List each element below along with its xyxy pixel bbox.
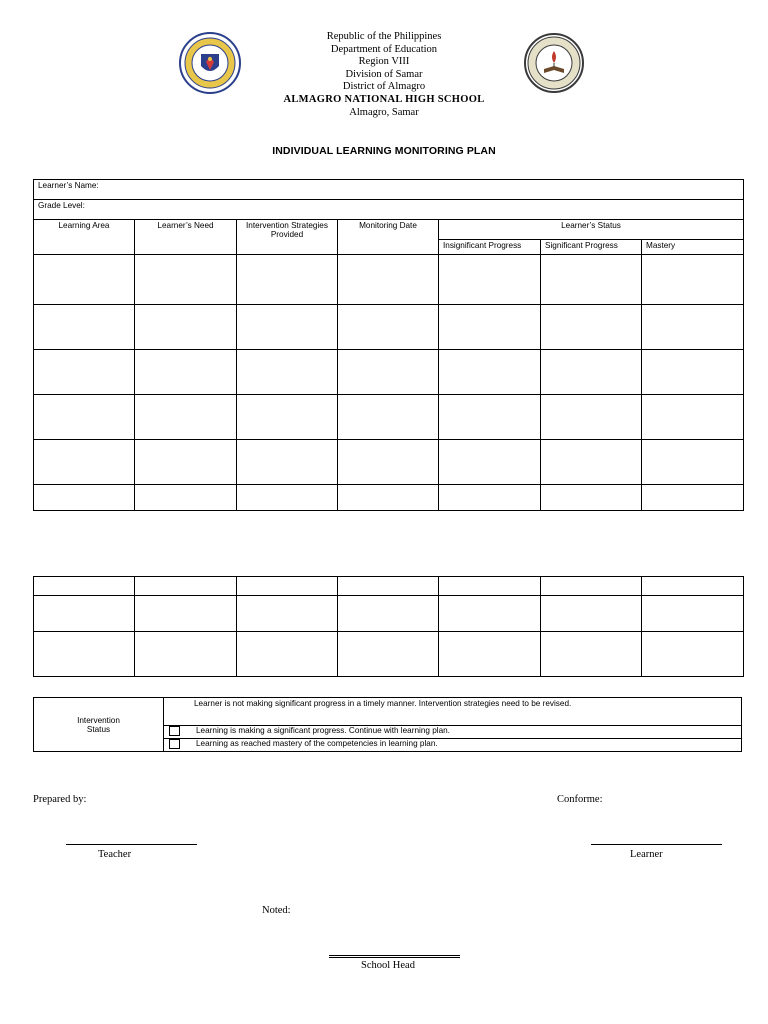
table-row xyxy=(34,255,744,305)
intervention-status-table xyxy=(33,697,742,752)
prepared-by-label: Prepared by: xyxy=(33,794,87,805)
table-row xyxy=(34,350,744,395)
table-cell[interactable] xyxy=(642,255,744,305)
table-cell[interactable] xyxy=(439,395,541,440)
col-header-mastery: Mastery xyxy=(642,240,744,255)
learner-name-label: Learner’s Name: xyxy=(38,181,99,190)
learner-label: Learner xyxy=(630,849,663,860)
table-cell[interactable] xyxy=(237,485,338,511)
conforme-label: Conforme: xyxy=(557,794,603,805)
monitoring-table xyxy=(33,179,744,511)
teacher-signature-line[interactable] xyxy=(66,844,197,845)
table-cell[interactable] xyxy=(34,485,135,511)
school-head-label: School Head xyxy=(361,960,415,971)
continuation-table xyxy=(33,576,744,677)
page-title: INDIVIDUAL LEARNING MONITORING PLAN xyxy=(272,145,496,157)
table-cell[interactable] xyxy=(439,596,541,632)
intervention-status-text: Intervention Status xyxy=(77,715,120,734)
col-header-intervention: Intervention Strategies Provided xyxy=(237,220,338,255)
col-header-significant: Significant Progress xyxy=(541,240,642,255)
table-row xyxy=(34,395,744,440)
table-cell[interactable] xyxy=(135,632,237,677)
table-row xyxy=(34,577,744,596)
table-cell[interactable] xyxy=(34,577,135,596)
table-cell[interactable] xyxy=(135,395,237,440)
letterhead-line: Department of Education xyxy=(330,43,438,55)
grade-level-field[interactable] xyxy=(34,200,744,220)
col-header-learners-need: Learner’s Need xyxy=(135,220,237,255)
table-cell[interactable] xyxy=(237,632,338,677)
table-cell[interactable] xyxy=(338,305,439,350)
col-header-learners-status: Learner’s Status xyxy=(439,220,744,240)
table-cell[interactable] xyxy=(135,440,237,485)
table-cell[interactable] xyxy=(439,255,541,305)
table-cell[interactable] xyxy=(34,596,135,632)
table-cell[interactable] xyxy=(135,255,237,305)
letterhead xyxy=(0,31,768,119)
school-name: ALMAGRO NATIONAL HIGH SCHOOL xyxy=(283,93,485,105)
status-option-mastery[interactable] xyxy=(164,739,742,752)
col-header-monitoring-date: Monitoring Date xyxy=(338,220,439,255)
table-cell[interactable] xyxy=(338,596,439,632)
table-cell[interactable] xyxy=(642,485,744,511)
table-cell[interactable] xyxy=(642,632,744,677)
table-cell[interactable] xyxy=(338,632,439,677)
table-cell[interactable] xyxy=(642,596,744,632)
grade-level-label: Grade Level: xyxy=(38,201,85,210)
table-cell[interactable] xyxy=(642,350,744,395)
table-cell[interactable] xyxy=(237,305,338,350)
table-cell[interactable] xyxy=(642,395,744,440)
table-cell[interactable] xyxy=(237,577,338,596)
learner-signature-line[interactable] xyxy=(591,844,722,845)
table-cell[interactable] xyxy=(541,632,642,677)
table-cell[interactable] xyxy=(237,440,338,485)
table-cell[interactable] xyxy=(642,577,744,596)
table-cell[interactable] xyxy=(642,305,744,350)
table-row xyxy=(34,440,744,485)
table-cell[interactable] xyxy=(541,350,642,395)
school-location: Almagro, Samar xyxy=(349,106,419,118)
table-cell[interactable] xyxy=(135,577,237,596)
table-cell[interactable] xyxy=(642,440,744,485)
table-cell[interactable] xyxy=(135,596,237,632)
table-cell[interactable] xyxy=(34,350,135,395)
table-cell[interactable] xyxy=(541,255,642,305)
letterhead-line: Republic of the Philippines xyxy=(326,31,442,42)
status-option-revise: Learner is not making significant progress in a timely manner. Intervention strategies need to be revised. xyxy=(164,698,742,726)
table-cell[interactable] xyxy=(34,440,135,485)
checkbox-continue[interactable] xyxy=(169,726,180,736)
table-cell[interactable] xyxy=(338,577,439,596)
table-row xyxy=(34,632,744,677)
letterhead-line: Division of Samar xyxy=(345,68,423,80)
table-cell[interactable] xyxy=(541,440,642,485)
teacher-label: Teacher xyxy=(98,849,132,860)
table-cell[interactable] xyxy=(338,350,439,395)
letterhead-line: District of Almagro xyxy=(342,81,426,93)
table-cell[interactable] xyxy=(34,255,135,305)
table-cell[interactable] xyxy=(439,485,541,511)
table-cell[interactable] xyxy=(237,395,338,440)
table-cell[interactable] xyxy=(439,350,541,395)
intervention-status-label xyxy=(34,698,164,752)
table-cell[interactable] xyxy=(135,350,237,395)
table-cell[interactable] xyxy=(439,577,541,596)
table-cell[interactable] xyxy=(439,305,541,350)
table-cell[interactable] xyxy=(34,305,135,350)
table-cell[interactable] xyxy=(541,485,642,511)
learner-name-field[interactable] xyxy=(34,180,744,200)
noted-label: Noted: xyxy=(262,905,291,916)
table-cell[interactable] xyxy=(439,440,541,485)
table-cell[interactable] xyxy=(541,395,642,440)
table-cell[interactable] xyxy=(541,596,642,632)
table-cell[interactable] xyxy=(34,395,135,440)
status-option-mastery-text: Learning as reached mastery of the competencies in learning plan. xyxy=(196,739,438,749)
table-cell[interactable] xyxy=(135,485,237,511)
table-cell[interactable] xyxy=(338,440,439,485)
table-cell[interactable] xyxy=(135,305,237,350)
table-cell[interactable] xyxy=(338,255,439,305)
letterhead-line: Region VIII xyxy=(358,56,410,68)
table-cell[interactable] xyxy=(541,305,642,350)
table-cell[interactable] xyxy=(237,596,338,632)
table-cell[interactable] xyxy=(541,577,642,596)
table-row xyxy=(34,596,744,632)
status-option-continue[interactable] xyxy=(164,726,742,739)
table-cell[interactable] xyxy=(439,632,541,677)
col-header-insignificant: Insignificant Progress xyxy=(439,240,541,255)
table-cell[interactable] xyxy=(338,485,439,511)
school-head-signature-line[interactable] xyxy=(329,955,460,958)
table-row xyxy=(34,305,744,350)
table-cell[interactable] xyxy=(237,255,338,305)
status-option-continue-text: Learning is making a significant progress. Continue with learning plan. xyxy=(196,726,450,736)
table-cell[interactable] xyxy=(34,632,135,677)
table-cell[interactable] xyxy=(237,350,338,395)
table-cell[interactable] xyxy=(338,395,439,440)
checkbox-mastery[interactable] xyxy=(169,739,180,749)
table-row xyxy=(34,485,744,511)
col-header-learning-area: Learning Area xyxy=(34,220,135,255)
